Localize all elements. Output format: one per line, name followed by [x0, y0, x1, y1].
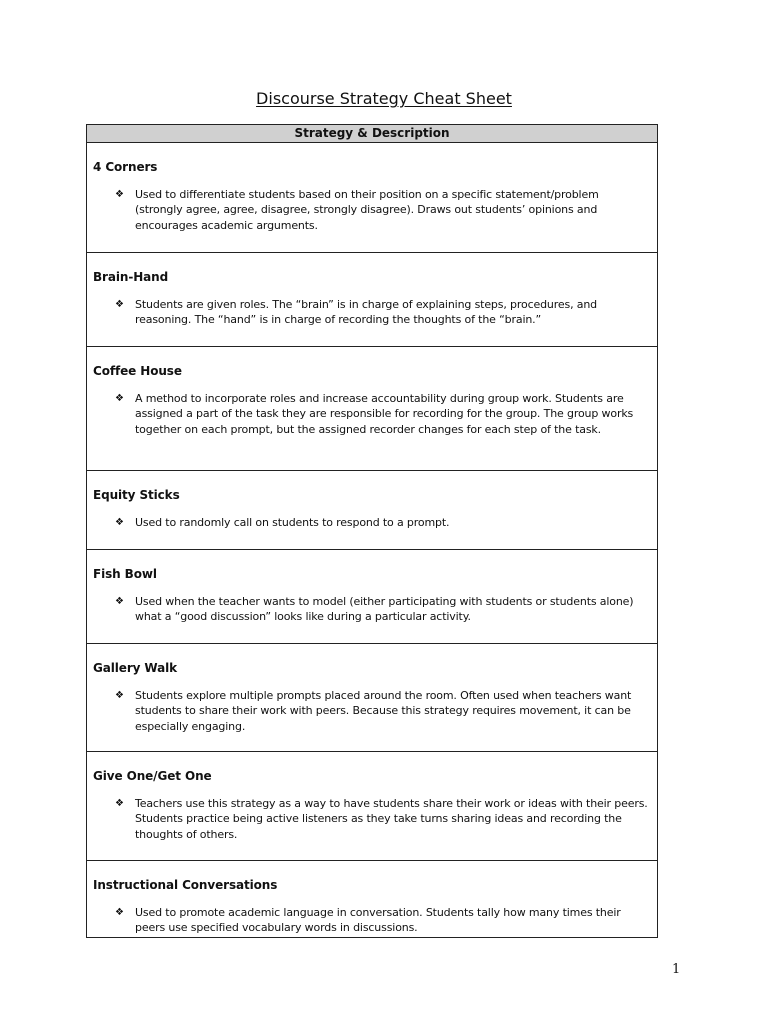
strategy-description: Teachers use this strategy as a way to have students share their work or ideas with their peers. Students practice being active listeners as they take turns sharing ideas and recording the thoughts of others. [135, 797, 648, 841]
strategy-description: Used when the teacher wants to model (either participating with students or students alone) what a “good discussion” looks like during a particular activity. [135, 595, 634, 624]
diamond-bullet-icon: ❖ [115, 596, 124, 607]
diamond-bullet-icon: ❖ [115, 393, 124, 404]
strategy-cell [87, 143, 658, 253]
table-row [87, 143, 658, 253]
strategy-name: Instructional Conversations [93, 878, 278, 892]
strategy-description: Used to promote academic language in conversation. Students tally how many times their peers use specified vocabulary words in discussions. [135, 906, 621, 935]
strategy-description: Used to randomly call on students to respond to a prompt. [135, 516, 450, 529]
diamond-bullet-icon: ❖ [115, 798, 124, 809]
page-title: Discourse Strategy Cheat Sheet [256, 89, 512, 108]
strategy-description: Students are given roles. The “brain” is in charge of explaining steps, procedures, and reasoning. The “hand” is in charge of recording the thoughts of the “brain.” [135, 298, 598, 327]
strategy-name: Fish Bowl [93, 567, 157, 581]
diamond-bullet-icon: ❖ [115, 299, 124, 310]
table-row [87, 550, 658, 644]
strategy-cell [87, 644, 658, 752]
diamond-bullet-icon: ❖ [115, 690, 124, 701]
strategy-cell [87, 752, 658, 861]
strategy-cell [87, 471, 658, 550]
strategy-name: 4 Corners [93, 160, 158, 174]
strategy-cell [87, 253, 658, 347]
strategy-table [86, 124, 658, 938]
strategy-bullet [115, 391, 651, 437]
strategy-cell [87, 550, 658, 644]
page-number: 1 [672, 962, 681, 977]
table-header: Strategy & Description [87, 125, 658, 143]
strategy-name: Give One/Get One [93, 769, 212, 783]
strategy-name: Equity Sticks [93, 488, 180, 502]
table-header-row [87, 125, 658, 143]
table-row [87, 861, 658, 938]
diamond-bullet-icon: ❖ [115, 517, 124, 528]
strategy-name: Gallery Walk [93, 661, 178, 675]
strategy-description: Students explore multiple prompts placed around the room. Often used when teachers want students to share their work with peers. Because this strategy requires movement, it can be especially engaging. [135, 689, 632, 733]
table-row [87, 347, 658, 471]
table-row [87, 752, 658, 861]
strategy-name: Brain-Hand [93, 270, 169, 284]
strategy-description: A method to incorporate roles and increase accountability during group work. Students are assigned a part of the task they are responsible for recording for the group. The group works together on each prompt, but the assigned recorder changes for each step of the task. [135, 392, 634, 436]
strategy-bullet [115, 905, 651, 936]
strategy-name: Coffee House [93, 364, 182, 378]
diamond-bullet-icon: ❖ [115, 907, 124, 918]
strategy-bullet [115, 515, 651, 530]
strategy-bullet [115, 688, 651, 734]
strategy-cell [87, 861, 658, 938]
table-row [87, 471, 658, 550]
strategy-bullet [115, 796, 651, 842]
table-row [87, 644, 658, 752]
strategy-bullet [115, 297, 651, 328]
strategy-description: Used to differentiate students based on their position on a specific statement/problem (strongly agree, agree, disagree, strongly disagree). Draws out students’ opinions and encourages academic arguments. [135, 188, 599, 232]
strategy-bullet [115, 594, 651, 625]
table-row [87, 253, 658, 347]
strategy-bullet [115, 187, 651, 233]
diamond-bullet-icon: ❖ [115, 189, 124, 200]
strategy-cell [87, 347, 658, 471]
